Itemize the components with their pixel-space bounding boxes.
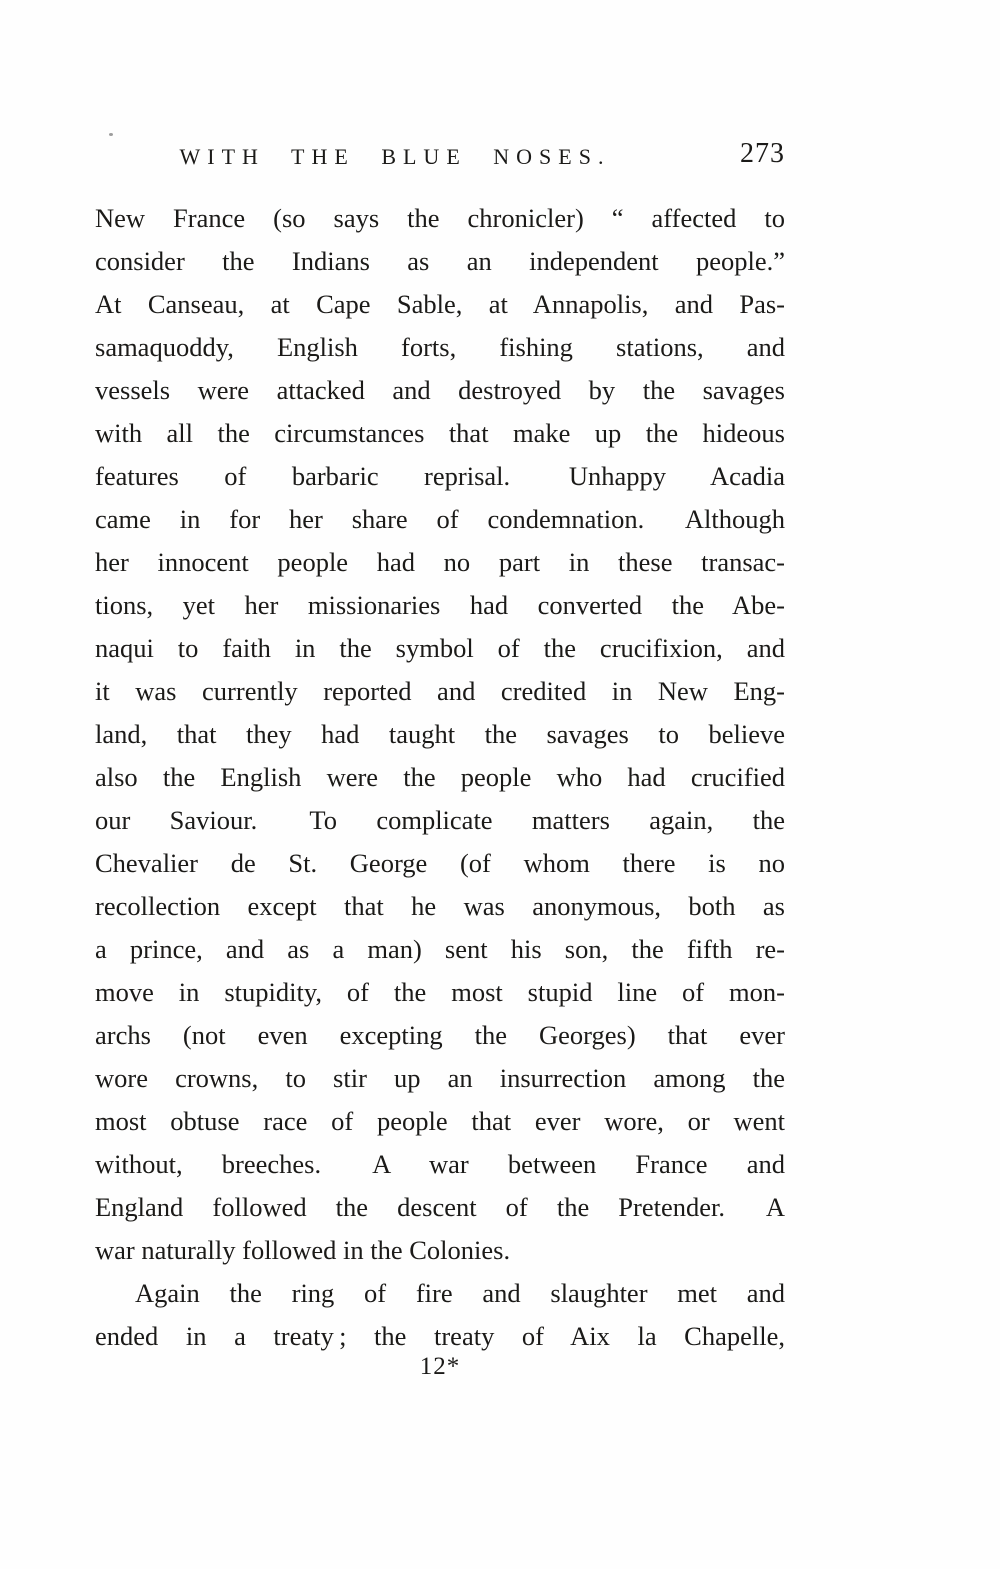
text-line: tions, yet her missionaries had converted the Abe- — [95, 590, 785, 620]
text-line: At Canseau, at Cape Sable, at Annapolis, and Pas- — [95, 289, 785, 319]
text-line: our Saviour. To complicate matters again, the — [95, 805, 785, 835]
text-line: land, that they had taught the savages to believe — [95, 719, 785, 749]
text-line: also the English were the people who had crucified — [95, 762, 785, 792]
page-number: 273 — [740, 138, 785, 169]
text-line: vessels were attacked and destroyed by the savages — [95, 375, 785, 405]
scan-speck — [109, 133, 113, 136]
text-line: wore crowns, to stir up an insurrection among the — [95, 1063, 785, 1093]
text-line: without, breeches. A war between France and — [95, 1149, 785, 1179]
signature-mark: 12* — [419, 1353, 461, 1380]
text-line: move in stupidity, of the most stupid line of mon- — [95, 977, 785, 1007]
text-line: most obtuse race of people that ever wore, or went — [95, 1106, 785, 1136]
text-line: came in for her share of condemnation. Although — [95, 504, 785, 534]
text-line: a prince, and as a man) sent his son, the fifth re- — [95, 934, 785, 964]
page-header — [95, 138, 785, 178]
text-line: Chevalier de St. George (of whom there is no — [95, 848, 785, 878]
text-line: archs (not even excepting the Georges) that ever — [95, 1020, 785, 1050]
body-text — [95, 197, 785, 1358]
page-footer — [95, 1353, 785, 1381]
text-line: recollection except that he was anonymous, both as — [95, 891, 785, 921]
text-line: her innocent people had no part in these transac- — [95, 547, 785, 577]
text-line: consider the Indians as an independent people.” — [95, 246, 785, 276]
text-line: ended in a treaty ; the treaty of Aix la Chapelle, — [95, 1321, 785, 1351]
text-line: it was currently reported and credited in New Eng- — [95, 676, 785, 706]
text-line: New France (so says the chronicler) “ affected to — [95, 203, 785, 233]
text-line: war naturally followed in the Colonies. — [95, 1235, 511, 1265]
text-line: England followed the descent of the Pretender. A — [95, 1192, 785, 1222]
text-line: naqui to faith in the symbol of the crucifixion, and — [95, 633, 785, 663]
text-line: with all the circumstances that make up the hideous — [95, 418, 785, 448]
running-title: WITH THE BLUE NOSES. — [179, 144, 611, 169]
text-line: Again the ring of fire and slaughter met and — [135, 1278, 785, 1308]
text-line: features of barbaric reprisal. Unhappy Acadia — [95, 461, 785, 491]
text-line: samaquoddy, English forts, fishing stations, and — [95, 332, 785, 362]
